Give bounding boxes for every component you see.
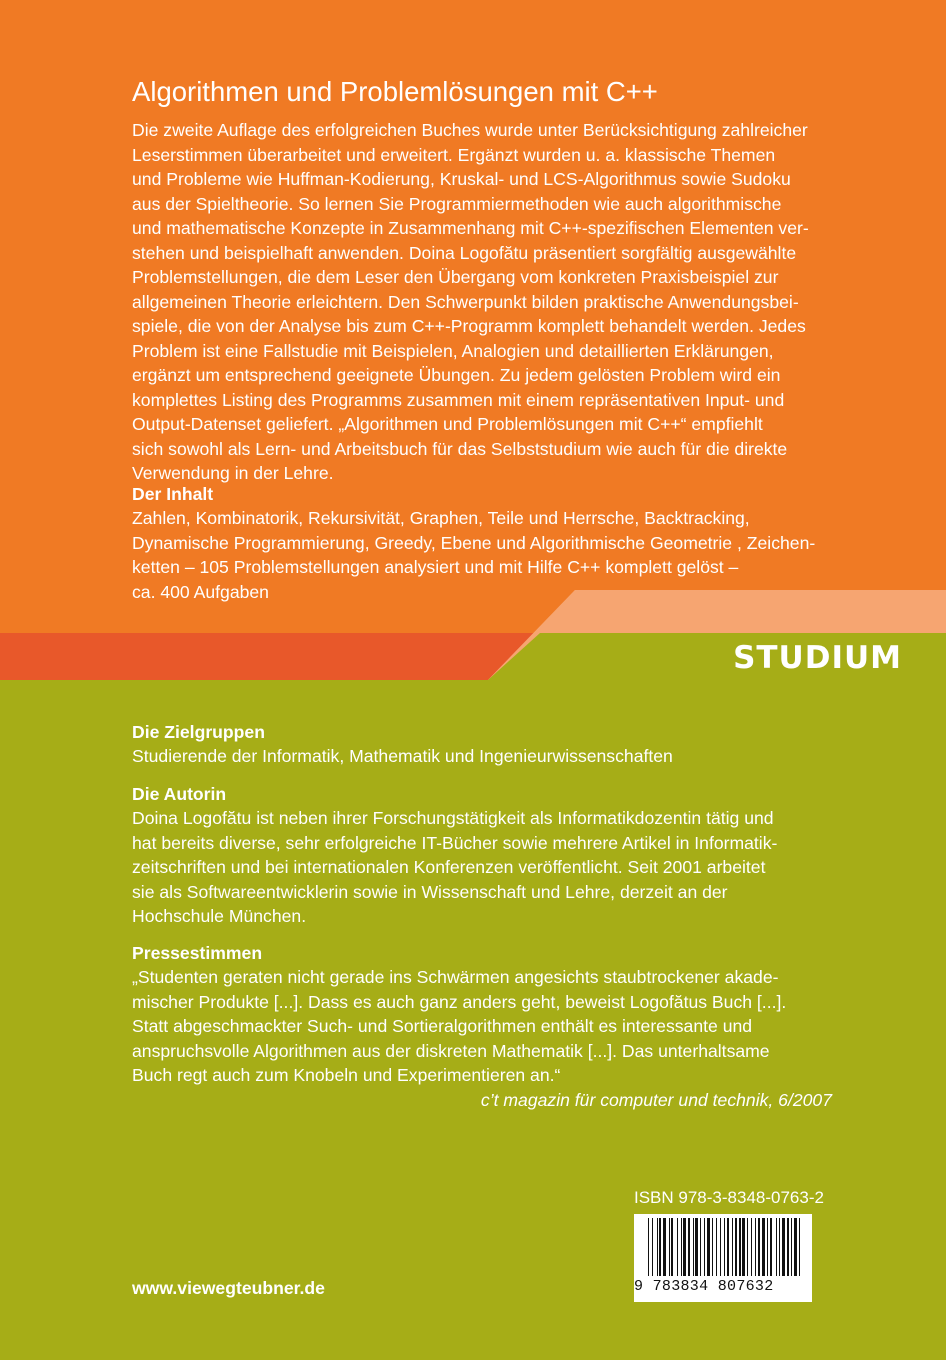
barcode-bar — [652, 1218, 653, 1276]
barcode-bar — [782, 1218, 785, 1276]
contents-line: ketten – 105 Problemstellungen analysiert und mit Hilfe C++ komplett gelöst – — [132, 557, 739, 577]
barcode-bar — [677, 1218, 678, 1276]
barcode-bar — [770, 1218, 772, 1276]
press-heading: Pressestimmen — [132, 943, 263, 963]
barcode-bar — [659, 1218, 661, 1276]
description-line: Verwendung in der Lehre. — [132, 463, 334, 483]
author-line: Hochschule München. — [132, 906, 307, 926]
barcode-bar — [767, 1218, 768, 1276]
barcode-bar — [707, 1218, 710, 1276]
barcode-bar — [779, 1218, 780, 1276]
barcode-bar — [693, 1218, 694, 1276]
description — [132, 118, 842, 486]
press-line: Statt abgeschmackter Such- und Sortieralgorithmen enthält es interessante und — [132, 1016, 753, 1036]
barcode-bar — [657, 1218, 658, 1276]
barcode-bar — [739, 1218, 741, 1276]
barcode-bar — [747, 1218, 748, 1276]
barcode-bar — [787, 1218, 789, 1276]
barcode-bar — [791, 1218, 792, 1276]
description-line: Leserstimmen überarbeitet und erweitert. Ergänzt wurden u. a. klassische Themen — [132, 144, 776, 165]
author-heading: Die Autorin — [132, 784, 227, 804]
press-section — [132, 941, 842, 1088]
description-line: komplettes Listing des Programms zusammen mit einem repräsentativen Input- und — [132, 389, 785, 410]
barcode-bar — [648, 1218, 649, 1276]
audience-heading: Die Zielgruppen — [132, 722, 265, 742]
barcode-bar — [663, 1218, 666, 1276]
author-paragraph — [132, 806, 842, 929]
barcode-bar — [776, 1218, 777, 1276]
barcode — [634, 1214, 812, 1302]
author-line: hat bereits diverse, sehr erfolgreiche IT-Bücher sowie mehrere Artikel in Informatik- — [132, 832, 778, 853]
contents-paragraph — [132, 506, 842, 604]
press-line: „Studenten geraten nicht gerade ins Schwärmen angesichts staubtrockener akade- — [132, 967, 779, 987]
description-line: Problem ist eine Fallstudie mit Beispielen, Analogien und detaillierten Erklärungen, — [132, 340, 774, 361]
contents-heading: Der Inhalt — [132, 484, 214, 504]
contents-line: Dynamische Programmierung, Greedy, Ebene und Algorithmische Geometrie , Zeichen- — [132, 532, 816, 553]
barcode-bar — [751, 1218, 752, 1276]
description-line: Problemstellungen, die dem Leser den Übergang vom konkreten Praxisbeispiel zur — [132, 267, 779, 287]
description-line: Die zweite Auflage des erfolgreichen Buches wurde unter Berücksichtigung zahlreicher — [132, 120, 808, 140]
barcode-bar — [755, 1218, 756, 1276]
barcode-bar — [671, 1218, 673, 1276]
book-title: Algorithmen und Problemlösungen mit C++ — [132, 76, 658, 107]
description-line: Output-Datenset geliefert. „Algorithmen und Problemlösungen mit C++“ empfiehlt — [132, 414, 763, 434]
series-label: STUDIUM — [733, 640, 902, 676]
barcode-bar — [732, 1218, 733, 1276]
barcode-bar — [716, 1218, 717, 1276]
barcode-bar — [669, 1218, 670, 1276]
press-line: Buch regt auch zum Knobeln und Experimentieren an.“ — [132, 1065, 561, 1085]
barcode-bar — [762, 1218, 765, 1276]
description-line: allgemeinen Theorie erleichtern. Den Schwerpunkt bilden praktische Anwendungsbei- — [132, 291, 799, 312]
barcode-bar — [724, 1218, 725, 1276]
author-line: Doina Logofătu ist neben ihrer Forschungstätigkeit als Informatikdozentin tätig und — [132, 808, 774, 828]
audience-section — [132, 720, 842, 769]
barcode-bar — [735, 1218, 737, 1276]
publisher-url[interactable]: www.viewegteubner.de — [132, 1278, 325, 1298]
description-line: spiele, die von der Analyse bis zum C++-Programm komplett behandelt werden. Jedes — [132, 316, 806, 336]
barcode-bar — [742, 1218, 745, 1276]
barcode-bar — [688, 1218, 690, 1276]
author-line: sie als Softwareentwicklerin sowie in Wissenschaft und Lehre, derzeit an der — [132, 881, 728, 902]
description-line: und Probleme wie Huffman-Kodierung, Kruskal- und LCS-Algorithmus sowie Sudoku — [132, 169, 791, 189]
press-source: c’t magazin für computer und technik, 6/2007 — [480, 1090, 832, 1110]
barcode-bar — [704, 1218, 705, 1276]
author-line: zeitschriften und bei internationalen Konferenzen veröffentlicht. Seit 2001 arbeitet — [132, 857, 766, 877]
barcode-bar — [727, 1218, 729, 1276]
description-line: sich sowohl als Lern- und Arbeitsbuch für das Selbststudium wie auch für die direkte — [132, 438, 788, 459]
barcode-bar — [712, 1218, 713, 1276]
description-paragraph — [132, 118, 842, 486]
barcode-digits: 9 783834 807632 — [634, 1278, 774, 1295]
barcode-bar — [681, 1218, 682, 1276]
contents-line: Zahlen, Kombinatorik, Rekursivität, Graphen, Teile und Herrsche, Backtracking, — [132, 508, 750, 528]
audience-text: Studierende der Informatik, Mathematik und Ingenieurwissenschaften — [132, 746, 673, 766]
description-line: und mathematische Konzepte in Zusammenhang mit C++-spezifischen Elementen ver- — [132, 218, 809, 238]
barcode-bar — [799, 1218, 800, 1276]
description-line: stehen und beispielhaft anwenden. Doina Logofătu präsentiert sorgfältig ausgewählte — [132, 242, 797, 263]
barcode-bar — [695, 1218, 698, 1276]
barcode-bars — [634, 1214, 812, 1280]
barcode-bar — [758, 1218, 760, 1276]
description-line: ergänzt um entsprechend geeignete Übungen. Zu jedem gelösten Problem wird ein — [132, 365, 781, 385]
barcode-bar — [794, 1218, 797, 1276]
press-paragraph — [132, 965, 842, 1088]
contents-line: ca. 400 Aufgaben — [132, 581, 269, 602]
press-line: mischer Produkte [...]. Dass es auch ganz anders geht, beweist Logofătus Buch [...]. — [132, 991, 787, 1012]
isbn: ISBN 978-3-8348-0763-2 — [634, 1188, 824, 1207]
author-section — [132, 782, 842, 929]
barcode-bar — [720, 1218, 721, 1276]
barcode-bar — [700, 1218, 701, 1276]
press-line: anspruchsvolle Algorithmen aus der diskreten Mathematik [...]. Das unterhaltsame — [132, 1040, 770, 1061]
description-line: aus der Spieltheorie. So lernen Sie Programmiermethoden wie auch algorithmische — [132, 193, 782, 214]
barcode-bar — [683, 1218, 686, 1276]
contents-section — [132, 482, 842, 604]
